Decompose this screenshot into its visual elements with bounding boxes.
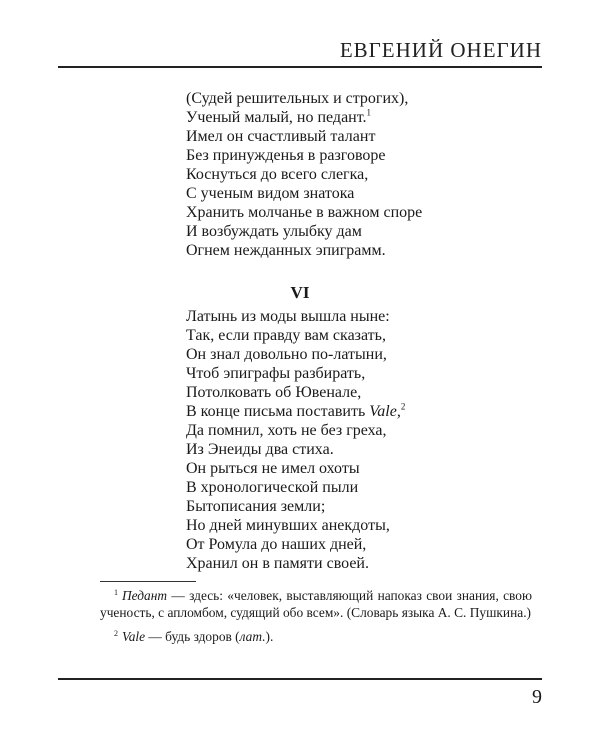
footnote-text: ). xyxy=(265,629,274,644)
verse-line: Бытописания земли; xyxy=(186,498,326,515)
footnote-mark: 1 xyxy=(114,587,118,597)
verse-line: В хронологической пыли xyxy=(186,479,359,496)
footnotes xyxy=(100,587,532,645)
footnote-rule xyxy=(100,581,196,582)
footnote-text: — будь здоров ( xyxy=(145,629,240,644)
verse-line: Из Энеиды два стиха. xyxy=(186,441,334,458)
verse-line: Он знал довольно по-латыни, xyxy=(186,346,387,363)
stanza-number: VI xyxy=(290,283,310,302)
header-rule xyxy=(58,66,542,68)
footnote-term: Педант xyxy=(122,588,168,603)
verse-line-text: Ученый малый, но педант. xyxy=(186,109,367,126)
verse-line: Хранил он в памяти своей. xyxy=(186,555,369,572)
verse-line: Огнем нежданных эпиграмм. xyxy=(186,242,386,259)
latin-word: Vale, xyxy=(369,403,401,420)
footnote-text: — здесь: «человек, выставляющий напоказ свои знания, свою ученость, с апломбом, судящий обо всем». (Словарь языка А. С. Пушкина.) xyxy=(100,588,532,620)
verse-line xyxy=(186,402,405,421)
verse-line: С ученым видом знатока xyxy=(186,185,355,202)
footnote-2 xyxy=(100,628,532,645)
verse-line xyxy=(186,108,422,127)
verse-line: Латынь из моды вышла ныне: xyxy=(186,308,390,325)
note-ref: 2 xyxy=(400,401,406,412)
verse-line: Да помнил, хоть не без греха, xyxy=(186,422,387,439)
verse-line: Коснуться до всего слегка, xyxy=(186,166,369,183)
verse-line: И возбуждать улыбку дам xyxy=(186,223,362,240)
verse-line: От Ромула до наших дней, xyxy=(186,536,367,553)
stanza-continued xyxy=(186,89,422,260)
verse-line: Но дней минувших анекдоты, xyxy=(186,517,390,534)
note-ref: 1 xyxy=(366,107,372,118)
running-head: ЕВГЕНИЙ ОНЕГИН xyxy=(339,38,542,62)
verse-line: (Судей решительных и строгих), xyxy=(186,90,409,107)
verse-line: Имел он счастливый талант xyxy=(186,128,376,145)
verse-line: Без принужденья в разговоре xyxy=(186,147,386,164)
verse-line-text: В конце письма поставить xyxy=(186,403,370,420)
footnote-lang: лат. xyxy=(239,629,266,644)
footnote-1 xyxy=(100,587,532,621)
verse-line: Он рыться не имел охоты xyxy=(186,460,360,477)
page-number: 9 xyxy=(532,686,542,708)
verse-line: Так, если правду вам сказать, xyxy=(186,327,386,344)
verse-line: Хранить молчанье в важном споре xyxy=(186,204,423,221)
verse-line: Чтоб эпиграфы разбирать, xyxy=(186,365,366,382)
stanza-six xyxy=(186,307,405,573)
footnote-term: Vale xyxy=(122,629,146,644)
footnote-mark: 2 xyxy=(114,628,118,638)
verse-line: Потолковать об Ювенале, xyxy=(186,384,362,401)
footer-rule xyxy=(58,678,542,680)
